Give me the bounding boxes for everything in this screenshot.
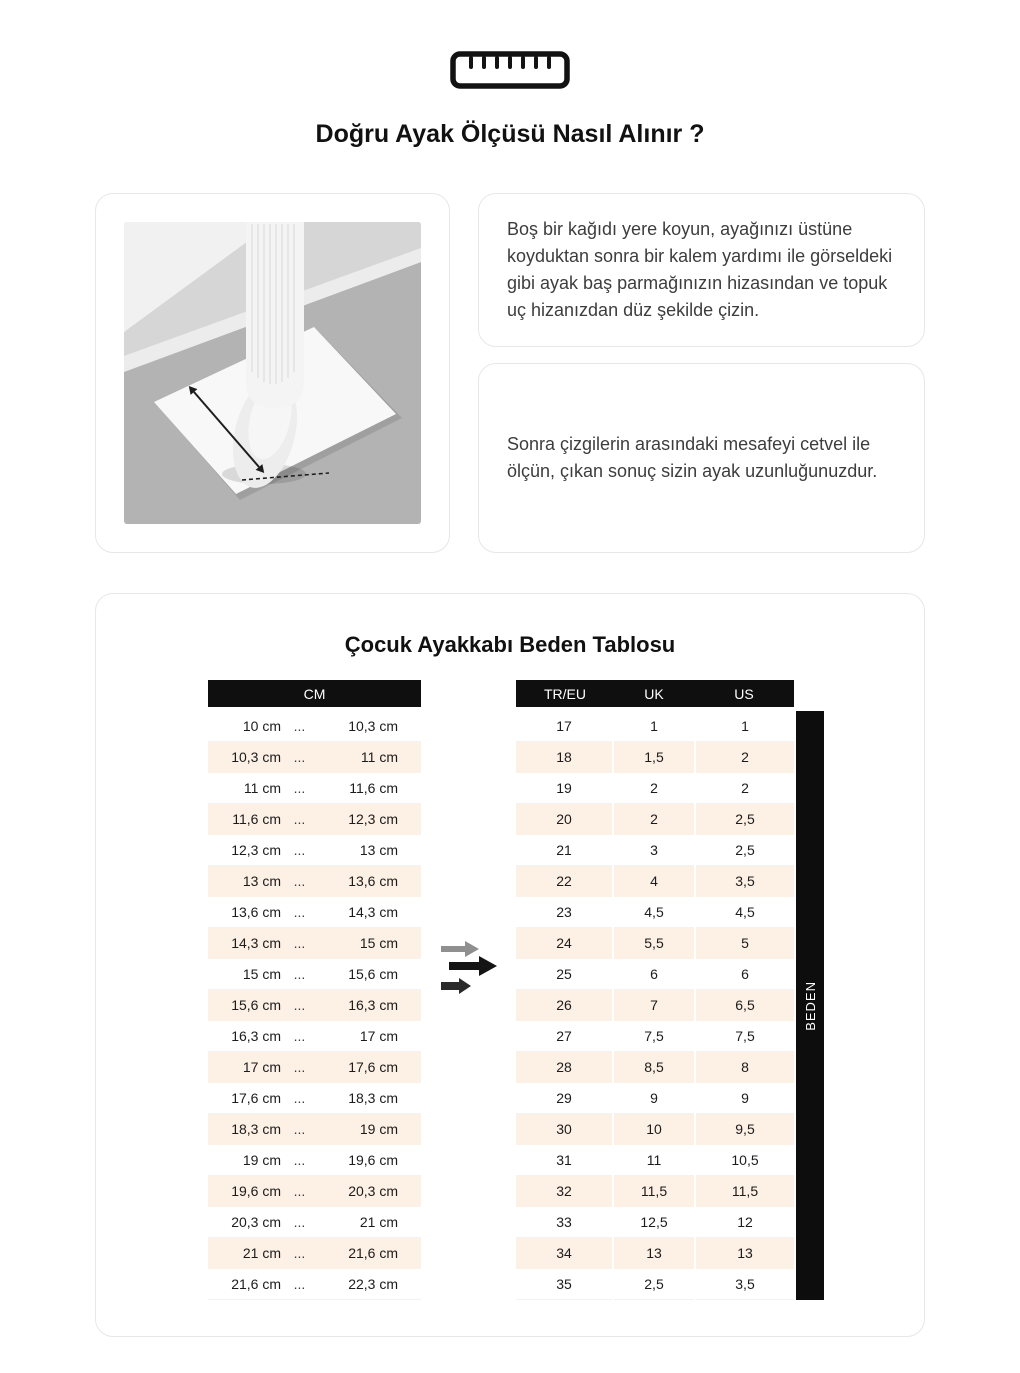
tr-eu-value: 24: [516, 928, 612, 959]
uk-value: 2,5: [614, 1269, 694, 1300]
size-table-row: [516, 1207, 794, 1238]
us-value: 7,5: [696, 1021, 794, 1052]
uk-value: 3: [614, 835, 694, 866]
cm-to-value: 21 cm: [359, 1214, 398, 1230]
cm-from-value: 10,3 cm: [231, 749, 281, 765]
uk-value: 11,5: [614, 1176, 694, 1207]
instruction-step1-text: Boş bir kağıdı yere koyun, ayağınızı üstüne koyduktan sonra bir kalem yardımı ile görseldeki gibi ayak baş parmağınızın hizasından ve topuk uç hizanızdan düz şekilde çizin.: [507, 219, 893, 320]
tr-eu-value: 28: [516, 1052, 612, 1083]
range-dots: ...: [293, 966, 306, 982]
international-size-table: [516, 680, 794, 1300]
cm-table-row: [208, 711, 421, 742]
uk-value: 5,5: [614, 928, 694, 959]
measurement-instructions-section: [95, 193, 925, 553]
size-table-row: [516, 1052, 794, 1083]
us-value: 9: [696, 1083, 794, 1114]
cm-to-value: 15 cm: [359, 935, 398, 951]
size-table-body: [516, 711, 794, 1300]
cm-from-value: 13 cm: [242, 873, 281, 889]
cm-from-value: 11,6 cm: [232, 811, 281, 827]
cm-table-row: [208, 990, 421, 1021]
us-value: 6,5: [696, 990, 794, 1021]
us-value: 13: [696, 1238, 794, 1269]
cm-from-value: 21 cm: [242, 1245, 281, 1261]
cm-to-value: 15,6 cm: [348, 966, 398, 982]
cm-to-value: 13 cm: [359, 842, 398, 858]
range-dots: ...: [293, 1152, 306, 1168]
size-table-row: [516, 804, 794, 835]
cm-from-value: 19 cm: [242, 1152, 281, 1168]
range-dots: ...: [293, 749, 306, 765]
transfer-arrows-icon: [421, 938, 516, 996]
size-table-card: [95, 593, 925, 1337]
cm-to-value: 22,3 cm: [348, 1276, 398, 1292]
cm-table-row: [208, 742, 421, 773]
tr-eu-value: 17: [516, 711, 612, 742]
size-table-row: [516, 742, 794, 773]
size-table-row: [516, 897, 794, 928]
range-dots: ...: [293, 1090, 306, 1106]
uk-value: 8,5: [614, 1052, 694, 1083]
size-table-header-uk: UK: [644, 685, 664, 702]
size-table-row: [516, 1114, 794, 1145]
size-table-title: Çocuk Ayakkabı Beden Tablosu: [344, 632, 676, 657]
tr-eu-value: 18: [516, 742, 612, 773]
size-table-row: [516, 1021, 794, 1052]
instruction-step2-card: [478, 363, 925, 553]
cm-to-value: 17 cm: [359, 1028, 398, 1044]
instruction-step2-text: Sonra çizgilerin arasındaki mesafeyi cetvel ile ölçün, çıkan sonuç sizin ayak uzunluğunuzdur.: [507, 434, 878, 481]
cm-to-value: 21,6 cm: [348, 1245, 398, 1261]
range-dots: ...: [293, 873, 306, 889]
cm-table-row: [208, 897, 421, 928]
beden-label-bar: [796, 711, 824, 1300]
size-table-row: [516, 773, 794, 804]
cm-table-row: [208, 928, 421, 959]
range-dots: ...: [293, 1245, 306, 1261]
cm-from-value: 18,3 cm: [231, 1121, 281, 1137]
instruction-step1-card: [478, 193, 925, 347]
us-value: 8: [696, 1052, 794, 1083]
us-value: 2,5: [696, 835, 794, 866]
tr-eu-value: 29: [516, 1083, 612, 1114]
uk-value: 9: [614, 1083, 694, 1114]
size-table-row: [516, 1176, 794, 1207]
size-table-row: [516, 866, 794, 897]
range-dots: ...: [293, 780, 306, 796]
cm-from-value: 16,3 cm: [231, 1028, 281, 1044]
uk-value: 7,5: [614, 1021, 694, 1052]
ruler-icon: [0, 0, 1020, 90]
us-value: 1: [696, 711, 794, 742]
cm-table-row: [208, 1145, 421, 1176]
size-table-row: [516, 835, 794, 866]
size-table-header: [516, 680, 794, 707]
cm-from-value: 17 cm: [242, 1059, 281, 1075]
size-tables-row: [96, 680, 924, 1300]
cm-to-value: 16,3 cm: [348, 997, 398, 1013]
us-value: 5: [696, 928, 794, 959]
size-table-row: [516, 1145, 794, 1176]
cm-table: [208, 680, 421, 1300]
cm-table-row: [208, 1021, 421, 1052]
range-dots: ...: [293, 1214, 306, 1230]
beden-label: BEDEN: [802, 980, 818, 1031]
us-value: 4,5: [696, 897, 794, 928]
size-table-row: [516, 990, 794, 1021]
cm-to-value: 17,6 cm: [348, 1059, 398, 1075]
cm-table-row: [208, 804, 421, 835]
size-table-row: [516, 711, 794, 742]
tr-eu-value: 23: [516, 897, 612, 928]
us-value: 2: [696, 773, 794, 804]
range-dots: ...: [293, 997, 306, 1013]
us-value: 2,5: [696, 804, 794, 835]
tr-eu-value: 32: [516, 1176, 612, 1207]
uk-value: 11: [614, 1145, 694, 1176]
cm-to-value: 11 cm: [360, 749, 398, 765]
range-dots: ...: [293, 904, 306, 920]
uk-value: 6: [614, 959, 694, 990]
size-table-row: [516, 928, 794, 959]
cm-table-header: CM: [208, 680, 421, 707]
tr-eu-value: 21: [516, 835, 612, 866]
foot-measurement-illustration: [124, 222, 421, 524]
tr-eu-value: 33: [516, 1207, 612, 1238]
us-value: 2: [696, 742, 794, 773]
foot-photo-card: [95, 193, 450, 553]
size-table-row: [516, 959, 794, 990]
uk-value: 10: [614, 1114, 694, 1145]
tr-eu-value: 19: [516, 773, 612, 804]
range-dots: ...: [293, 1276, 306, 1292]
tr-eu-value: 25: [516, 959, 612, 990]
size-table-row: [516, 1238, 794, 1269]
cm-table-row: [208, 866, 421, 897]
uk-value: 4,5: [614, 897, 694, 928]
tr-eu-value: 20: [516, 804, 612, 835]
cm-from-value: 21,6 cm: [231, 1276, 281, 1292]
range-dots: ...: [293, 1183, 306, 1199]
cm-to-value: 12,3 cm: [348, 811, 398, 827]
cm-table-body: [208, 711, 421, 1300]
page-title: Doğru Ayak Ölçüsü Nasıl Alınır ?: [315, 120, 705, 148]
range-dots: ...: [293, 1121, 306, 1137]
cm-table-row: [208, 1269, 421, 1300]
tr-eu-value: 35: [516, 1269, 612, 1300]
tr-eu-value: 30: [516, 1114, 612, 1145]
uk-value: 2: [614, 804, 694, 835]
range-dots: ...: [293, 1059, 306, 1075]
cm-to-value: 19,6 cm: [348, 1152, 398, 1168]
range-dots: ...: [293, 718, 306, 734]
cm-to-value: 20,3 cm: [348, 1183, 398, 1199]
cm-table-row: [208, 1238, 421, 1269]
cm-to-value: 18,3 cm: [348, 1090, 398, 1106]
cm-table-row: [208, 1176, 421, 1207]
uk-value: 7: [614, 990, 694, 1021]
size-table-row: [516, 1269, 794, 1300]
tr-eu-value: 31: [516, 1145, 612, 1176]
tr-eu-value: 27: [516, 1021, 612, 1052]
tr-eu-value: 34: [516, 1238, 612, 1269]
size-table-header-us: US: [734, 685, 754, 702]
us-value: 6: [696, 959, 794, 990]
cm-to-value: 11,6 cm: [349, 780, 398, 796]
cm-from-value: 19,6 cm: [231, 1183, 281, 1199]
cm-table-row: [208, 835, 421, 866]
us-value: 11,5: [696, 1176, 794, 1207]
cm-table-row: [208, 1114, 421, 1145]
cm-from-value: 20,3 cm: [231, 1214, 281, 1230]
cm-to-value: 14,3 cm: [348, 904, 398, 920]
cm-from-value: 10 cm: [242, 718, 281, 734]
uk-value: 4: [614, 866, 694, 897]
tr-eu-value: 22: [516, 866, 612, 897]
range-dots: ...: [293, 1028, 306, 1044]
uk-value: 12,5: [614, 1207, 694, 1238]
cm-from-value: 11 cm: [243, 780, 281, 796]
uk-value: 1: [614, 711, 694, 742]
us-value: 3,5: [696, 1269, 794, 1300]
uk-value: 13: [614, 1238, 694, 1269]
size-table-header-treu: TR/EU: [544, 685, 586, 702]
instruction-cards-column: [478, 193, 925, 553]
cm-from-value: 14,3 cm: [231, 935, 281, 951]
cm-table-row: [208, 1083, 421, 1114]
tr-eu-value: 26: [516, 990, 612, 1021]
cm-from-value: 13,6 cm: [231, 904, 281, 920]
cm-to-value: 13,6 cm: [348, 873, 398, 889]
uk-value: 2: [614, 773, 694, 804]
range-dots: ...: [293, 811, 306, 827]
cm-to-value: 19 cm: [359, 1121, 398, 1137]
range-dots: ...: [293, 842, 306, 858]
cm-table-row: [208, 1052, 421, 1083]
cm-from-value: 17,6 cm: [231, 1090, 281, 1106]
cm-table-row: [208, 773, 421, 804]
us-value: 9,5: [696, 1114, 794, 1145]
cm-from-value: 15,6 cm: [231, 997, 281, 1013]
cm-from-value: 15 cm: [242, 966, 281, 982]
us-value: 3,5: [696, 866, 794, 897]
us-value: 10,5: [696, 1145, 794, 1176]
us-value: 12: [696, 1207, 794, 1238]
range-dots: ...: [293, 935, 306, 951]
cm-table-row: [208, 1207, 421, 1238]
uk-value: 1,5: [614, 742, 694, 773]
size-table-row: [516, 1083, 794, 1114]
cm-table-row: [208, 959, 421, 990]
cm-to-value: 10,3 cm: [348, 718, 398, 734]
cm-from-value: 12,3 cm: [231, 842, 281, 858]
